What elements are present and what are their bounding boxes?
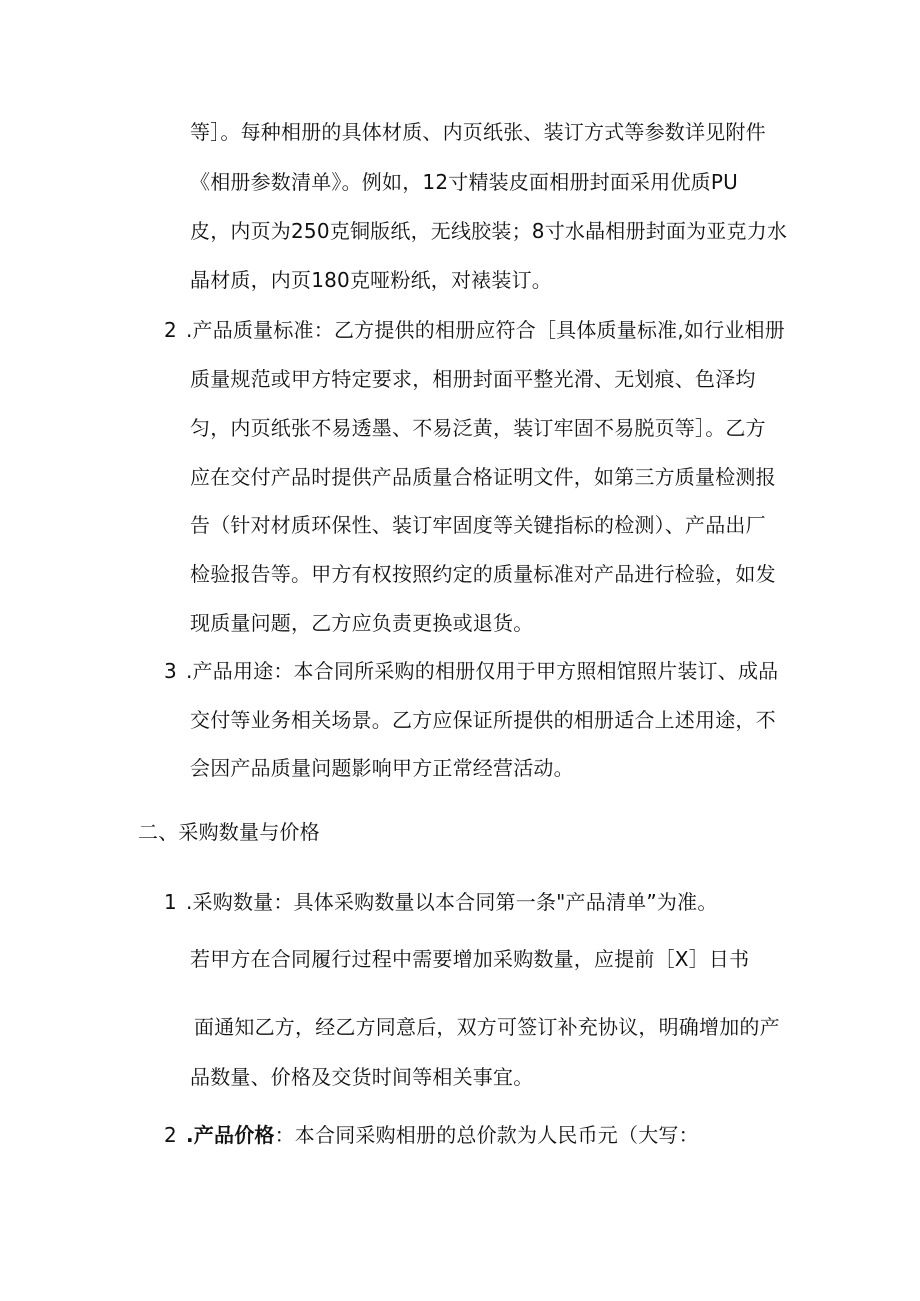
list-item-text: .产品质量标准：乙方提供的相册应符合［具体质量标准,如行业相册	[186, 318, 785, 342]
list-number: 2	[164, 318, 177, 342]
list-item-2-1	[164, 888, 718, 916]
paragraph-line: 等］。每种相册的具体材质、内页纸张、装订方式等参数详见附件	[190, 120, 766, 144]
list-number: 3	[164, 659, 177, 683]
section-heading: 二、采购数量与价格	[138, 820, 320, 844]
paragraph-line: 交付等业务相关场景。乙方应保证所提供的相册适合上述用途，不	[190, 708, 776, 732]
paragraph-line: 应在交付产品时提供产品质量合格证明文件，如第三方质量检测报	[190, 465, 776, 489]
list-item-3	[164, 657, 778, 685]
paragraph-line: 匀，内页纸张不易透墨、不易泛黄，装订牢固不易脱页等］。乙方	[190, 416, 766, 440]
paragraph-line: 告（针对材质环保性、装订牢固度等关键指标的检测）、产品出厂	[190, 513, 766, 537]
paragraph-line: 晶材质，内页180克哑粉纸，对裱装订。	[190, 268, 552, 292]
paragraph-line: 若甲方在合同履行过程中需要增加采购数量，应提前［X］日书	[190, 947, 750, 971]
list-item-text: .采购数量：具体采购数量以本合同第一条"产品清单”为准。	[186, 890, 718, 914]
paragraph-line: 皮，内页为250克铜版纸，无线胶装；8寸水晶相册封面为亚克力水	[190, 219, 788, 243]
paragraph-line: 现质量问题，乙方应负责更换或退货。	[190, 611, 534, 635]
list-number: 2	[164, 1123, 177, 1147]
list-item-2-2	[164, 1121, 699, 1149]
paragraph-line: 检验报告等。甲方有权按照约定的质量标准对产品进行检验，如发	[190, 562, 776, 586]
paragraph-line: 会因产品质量问题影响甲方正常经营活动。	[190, 756, 574, 780]
list-number: 1	[164, 890, 177, 914]
list-item-text: .产品用途：本合同所采购的相册仅用于甲方照相馆照片装订、成品	[186, 659, 779, 683]
paragraph-line: 《相册参数清单》。例如，12寸精装皮面相册封面采用优质PU	[190, 170, 738, 194]
list-item-text: ：本合同采购相册的总价款为人民币元（大写：	[274, 1123, 699, 1147]
list-item-2	[164, 316, 785, 344]
paragraph-line: 面通知乙方，经乙方同意后，双方可签订补充协议，明确增加的产	[194, 1015, 780, 1039]
paragraph-line: 质量规范或甲方特定要求，相册封面平整光滑、无划痕、色泽均	[190, 367, 756, 391]
list-item-label: .产品价格	[186, 1123, 275, 1147]
paragraph-line: 品数量、价格及交货时间等相关事宜。	[190, 1065, 534, 1089]
